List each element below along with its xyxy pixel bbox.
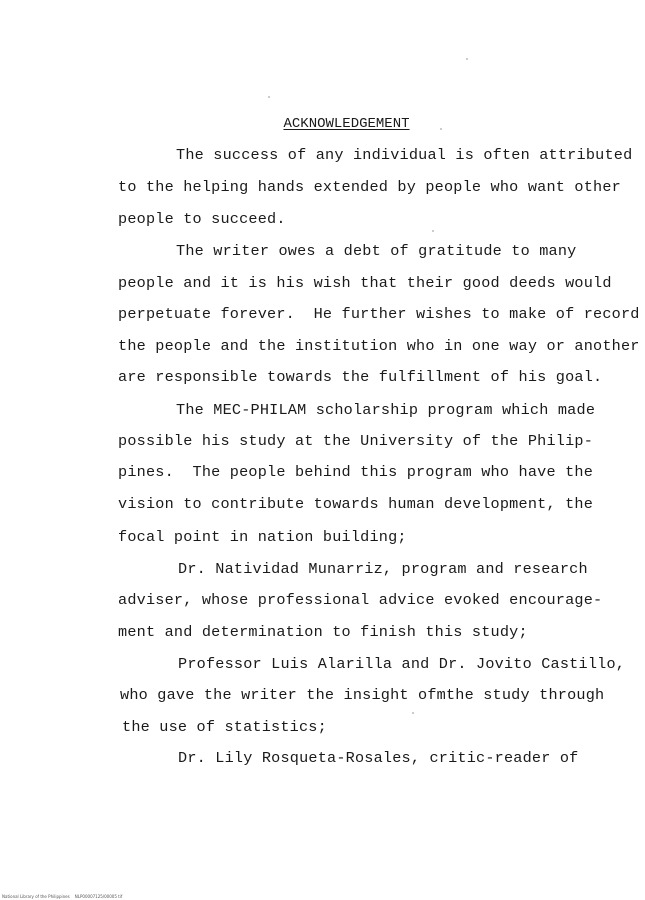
text-line: pines. The people behind this program who have the [118, 463, 594, 481]
text-line: vision to contribute towards human development, the [118, 495, 594, 513]
text-line: ment and determination to finish this study; [118, 623, 528, 641]
text-line: adviser, whose professional advice evoked encourage- [118, 591, 603, 609]
text-line: people and it is his wish that their good deeds would [118, 274, 612, 292]
text-line: Dr. Natividad Munarriz, program and research [178, 560, 588, 578]
scan-speck [412, 712, 414, 714]
scan-footer: National Library of the Philippines NLP00007125/00005 tif [2, 894, 123, 899]
text-line: The MEC-PHILAM scholarship program which made [176, 401, 596, 419]
text-line: people to succeed. [118, 210, 286, 228]
text-line: Dr. Lily Rosqueta-Rosales, critic-reader of [178, 749, 579, 767]
text-line: The success of any individual is often attributed [176, 146, 633, 164]
text-line: the people and the institution who in one way or another [118, 337, 640, 355]
text-line: who gave the writer the insight ofmthe study through [120, 686, 605, 704]
scan-speck [432, 230, 434, 232]
text-line: The writer owes a debt of gratitude to many [176, 242, 577, 260]
text-line: the use of statistics; [122, 718, 327, 736]
page-title: ACKNOWLEDGEMENT [283, 116, 410, 132]
text-line: to the helping hands extended by people who want other [118, 178, 621, 196]
text-line: possible his study at the University of the Philip- [118, 432, 594, 450]
text-line: perpetuate forever. He further wishes to make of record [118, 305, 640, 323]
text-line: are responsible towards the fulfillment of his goal. [118, 368, 603, 386]
scan-speck [466, 58, 468, 60]
scan-speck [268, 96, 270, 98]
scan-speck [440, 128, 442, 130]
text-line: focal point in nation building; [118, 528, 407, 546]
text-line: Professor Luis Alarilla and Dr. Jovito Castillo, [178, 655, 626, 673]
